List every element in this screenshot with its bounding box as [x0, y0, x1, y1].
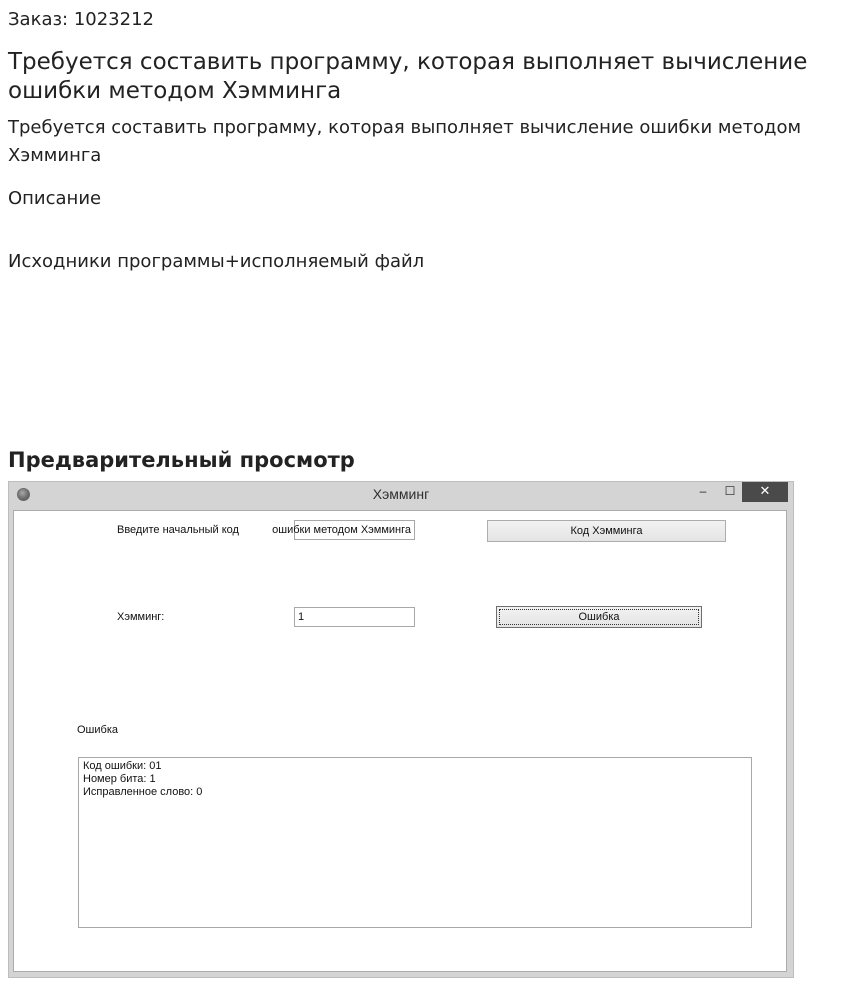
hamming-code-button[interactable]: Код Хэмминга [487, 520, 726, 542]
description-text: Исходники программы+исполняемый файл [8, 251, 425, 272]
lead-text: Требуется составить программу, которая выполняет вычисление ошибки методом Хэмминга [8, 117, 802, 166]
window-title: Хэмминг [372, 486, 430, 502]
output-line: Номер бита: 1 [83, 773, 156, 785]
window-client-area [13, 510, 787, 972]
minimize-button[interactable]: – [699, 484, 707, 498]
hamming-input[interactable]: 1 [294, 607, 415, 627]
preview-heading: Предварительный просмотр [8, 448, 355, 472]
close-button[interactable]: ✕ [742, 482, 788, 502]
output-line: Исправленное слово: 0 [83, 786, 203, 798]
maximize-button[interactable]: ☐ [724, 484, 736, 498]
initial-code-input[interactable]: ошибки методом Хэмминга [294, 520, 415, 540]
page-title: Требуется составить программу, которая выполняет вычисление ошибки методом Хэмминга [8, 49, 808, 104]
output-line: Код ошибки: 01 [83, 760, 162, 772]
error-output-textarea[interactable] [78, 757, 752, 928]
preview-app-window [8, 481, 794, 978]
error-button[interactable]: Ошибка [496, 606, 702, 628]
hamming-label: Хэмминг: [117, 611, 165, 623]
order-number: Заказ: 1023212 [8, 9, 154, 30]
error-label: Ошибка [77, 724, 118, 736]
description-heading: Описание [8, 188, 102, 209]
initial-code-label: Введите начальный код [117, 524, 239, 536]
window-titlebar [9, 482, 793, 508]
